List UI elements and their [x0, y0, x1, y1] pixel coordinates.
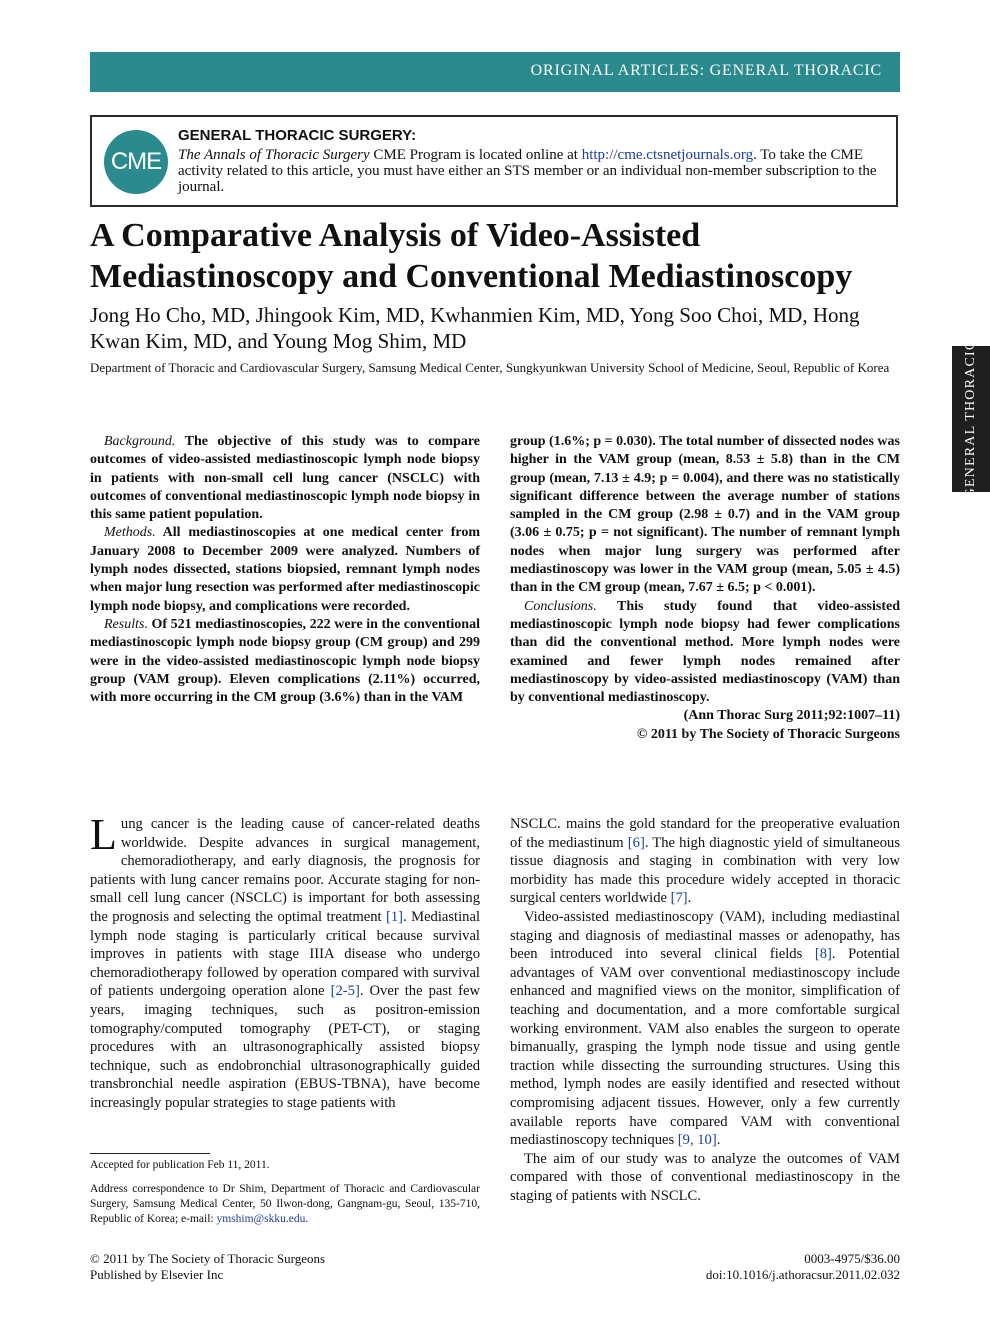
section-banner — [90, 52, 900, 92]
drop-cap: L — [90, 810, 117, 859]
ref-link[interactable]: [6] — [627, 834, 645, 851]
footer-right — [706, 1251, 900, 1283]
abstract-left — [90, 433, 480, 707]
vam-paragraph: Video-assisted mediastinoscopy (VAM), including mediastinal staging and diagnosis of mediastinal masses or adenopathy, has been introduced into several clinical fields [8]. Potential advantages of VAM over conventional mediastinoscopy include enhanced and magnified views on the monitor, simplification of teaching and documentation, and a more comfortable surgical working environment. VAM also enables the surgeon to operate bimanually, grasping the lymph node tissue and using gentle traction while dissecting the surrounding structures. Using this method, lymph nodes are easily identified and resected without compromising adjacent tissues. However, only a few currently available reports have compared VAM with conventional mediastinoscopy techniques [9, 10]. — [510, 908, 900, 1149]
abstract-methods: Methods. All mediastinoscopies at one medical center from January 2008 to December 2009 were analyzed. Numbers of lymph nodes dissected, stations biopsied, remnant lymph nodes when major lung resection was performed after mediastinoscopic lymph node biopsy, and complications were recorded. — [90, 525, 480, 614]
cme-logo-icon: CME — [104, 130, 168, 194]
section-label: ORIGINAL ARTICLES: GENERAL THORACIC — [530, 62, 882, 79]
cme-heading: GENERAL THORACIC SURGERY: — [178, 127, 417, 144]
footnote-accepted: Accepted for publication Feb 11, 2011. — [90, 1159, 270, 1171]
side-tab-label: GENERAL THORACIC — [963, 339, 978, 499]
email-link[interactable]: ymshim@skku.edu — [216, 1213, 306, 1225]
intro-paragraph-cont: NSCLC. mains the gold standard for the preoperative evaluation of the mediastinum [6]. The high diagnostic yield of simultaneous tissue diagnosis and staging in combination with very low morbidity has made this procedure widely accepted in thoracic surgical centers worldwide [7]. — [510, 816, 901, 907]
cme-link[interactable]: http://cme.ctsnetjournals.org — [581, 147, 754, 163]
cme-box — [90, 115, 898, 207]
footer-price: 0003-4975/$36.00 — [804, 1251, 900, 1266]
footer-copyright: © 2011 by The Society of Thoracic Surgeons — [90, 1251, 326, 1266]
footnote-address: Address correspondence to Dr Shim, Department of Thoracic and Cardiovascular Surgery, Samsung Medical Center, 50 Ilwon-dong, Gangnam-gu, Seoul, 135-710, Republic of Korea; e-mail: ymshim@skku.edu. — [90, 1183, 480, 1225]
ref-link[interactable]: [1] — [386, 908, 404, 925]
affiliation: Department of Thoracic and Cardiovascular Surgery, Samsung Medical Center, Sungkyunkwan University School of Medicine, Seoul, Republic of Korea — [90, 360, 890, 375]
cme-text: The Annals of Thoracic Surgery CME Program is located online at http://cme.ctsnetjournals.org. To take the CME activity related to this article, you must have either an STS member or an individual non-member subscription to the journal. — [178, 147, 877, 195]
footer-publisher: Published by Elsevier Inc — [90, 1267, 224, 1282]
article-title: A Comparative Analysis of Video-Assisted Mediastinoscopy and Conventional Mediastinoscopy — [90, 217, 853, 295]
authors: Jong Ho Cho, MD, Jhingook Kim, MD, Kwhanmien Kim, MD, Yong Soo Choi, MD, Hong Kwan Kim, MD, and Young Mog Shim, MD — [90, 303, 860, 353]
body-right-column — [510, 815, 900, 1205]
footnote-rule — [90, 1153, 210, 1154]
footer-left — [90, 1251, 325, 1283]
ref-link[interactable]: [7] — [670, 890, 688, 907]
side-tab — [952, 339, 990, 499]
abstract-background: Background. The objective of this study was to compare outcomes of video-assisted mediastinoscopic lymph node biopsy in patients with non-small cell lung cancer (NSCLC) with outcomes of conventional mediastinoscopic lymph node biopsy in this same patient population. — [90, 434, 480, 523]
abstract-conclusions: Conclusions. This study found that video-assisted mediastinoscopic lymph node biopsy had fewer complications than did the conventional method. More lymph nodes were examined and fewer lymph nodes remained after mediastinoscopy by video-assisted mediastinoscopy (VAM) than by conventional mediastinoscopy. — [510, 598, 900, 706]
intro-paragraph: Lung cancer is the leading cause of cancer-related deaths worldwide. Despite advances in surgical management, chemoradiotherapy, and early diagnosis, the prognosis for patients with lung cancer remains poor. Accurate staging for non-small cell lung cancer (NSCLC) is important for both assessing the prognosis and selecting the optimal treatment [1]. Mediastinal lymph node staging is particularly critical because survival improves in patients with stage IIIA disease who undergo chemoradiotherapy followed by operation compared with survival of patients undergoing operation alone [2-5]. Over the past few years, imaging techniques, such as positron-emission tomography/computed tomography (PET-CT), or staging procedures with an ultrasonographically assisted biopsy technique, such as endobronchial ultrasonographically guided transbronchial needle aspiration (EBUS-TBNA), have become increasingly popular strategies to stage patients with — [90, 810, 480, 1111]
abstract-copyright: © 2011 by The Society of Thoracic Surgeons — [636, 726, 900, 742]
abstract-results-cont: group (1.6%; p = 0.030). The total number of dissected nodes was higher in the VAM group (mean, 8.53 ± 5.8) than in the CM group (mean, 7.13 ± 4.9; p = 0.004), and there was no statistically significant difference between the average number of stations sampled in the CM group (2.98 ± 0.7) and in the VAM group (3.06 ± 0.75; p = not significant). The number of remnant lymph nodes when major lung surgery was performed after mediastinoscopy was lower in the VAM group (mean, 5.05 ± 4.5) than in the CM group (mean, 7.67 ± 6.5; p < 0.001). — [510, 434, 900, 596]
body-left-column — [90, 810, 480, 1113]
footer-doi: doi:10.1016/j.athoracsur.2011.02.032 — [705, 1267, 900, 1282]
ref-link[interactable]: [8] — [814, 946, 832, 963]
abstract-results: Results. Of 521 mediastinoscopies, 222 were in the conventional mediastinoscopic lymph node biopsy group (CM group) and 299 were in the video-assisted mediastinoscopic lymph node biopsy group (VAM group). Eleven complications (2.11%) occurred, with more occurring in the CM group (3.6%) than in the VAM — [90, 616, 480, 706]
abstract-right — [510, 433, 900, 744]
aim-paragraph: The aim of our study was to analyze the outcomes of VAM compared with those of conventional mediastinoscopy in the staging of patients with NSCLC. — [510, 1150, 900, 1204]
ref-link[interactable]: [9, 10] — [677, 1132, 717, 1149]
ref-link[interactable]: [2-5] — [330, 983, 360, 1000]
abstract-citation: (Ann Thorac Surg 2011;92:1007–11) — [683, 708, 900, 724]
